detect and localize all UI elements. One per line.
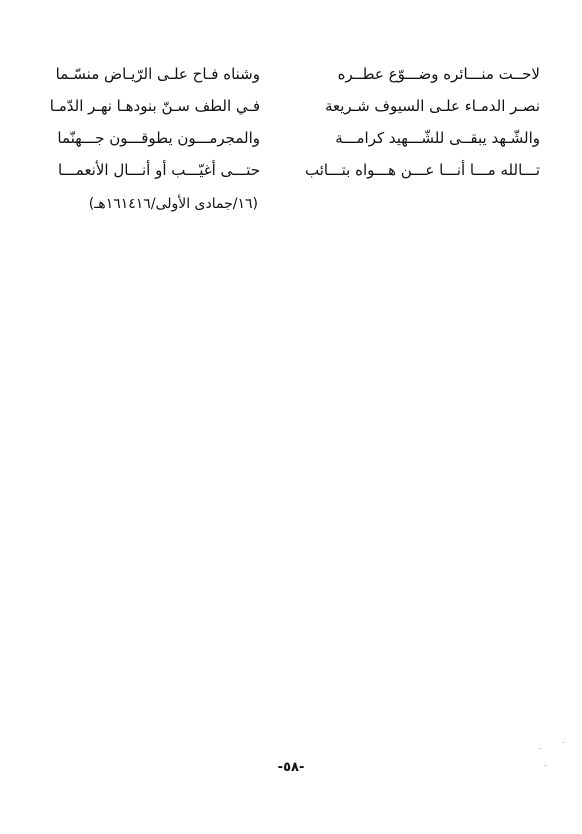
verse-2-second-hemistich: فـي الطف سـنّ بنودهـا نهـر الدّمـا bbox=[49, 97, 260, 115]
verse-2 bbox=[20, 90, 540, 122]
verse-4 bbox=[20, 154, 540, 186]
poem-date: (١٦/جمادى الأولى/١٦١٤١٦هـ) bbox=[88, 196, 258, 212]
verse-3-second-hemistich: والمجرمـــون يطوقـــون جـــهنّما bbox=[57, 129, 260, 147]
poem bbox=[20, 58, 540, 186]
verse-1 bbox=[20, 58, 540, 90]
scan-speck bbox=[540, 748, 541, 749]
verse-4-second-hemistich: حتـــى أغيّـــب أو أنـــال الأنعمـــا bbox=[58, 161, 260, 179]
verse-1-first-hemistich: لاحــت منـــائره وضـــوّع عطــره bbox=[337, 65, 540, 83]
page-number: -٥٨- bbox=[277, 760, 305, 775]
scan-speck bbox=[563, 742, 564, 743]
scan-speck bbox=[545, 765, 546, 766]
verse-3 bbox=[20, 122, 540, 154]
verse-1-second-hemistich: وشناه فـاح علـى الرّيـاض منسّـما bbox=[55, 65, 260, 83]
verse-2-first-hemistich: نصـر الدمـاء علـى السيوف شـريعة bbox=[324, 97, 540, 115]
verse-4-first-hemistich: تـــالله مـــا أنـــا عـــن هـــواه بتـــائب bbox=[304, 161, 540, 179]
verse-3-first-hemistich: والشّـهد يبقــى للشّـــهيد كرامـــة bbox=[335, 129, 540, 147]
